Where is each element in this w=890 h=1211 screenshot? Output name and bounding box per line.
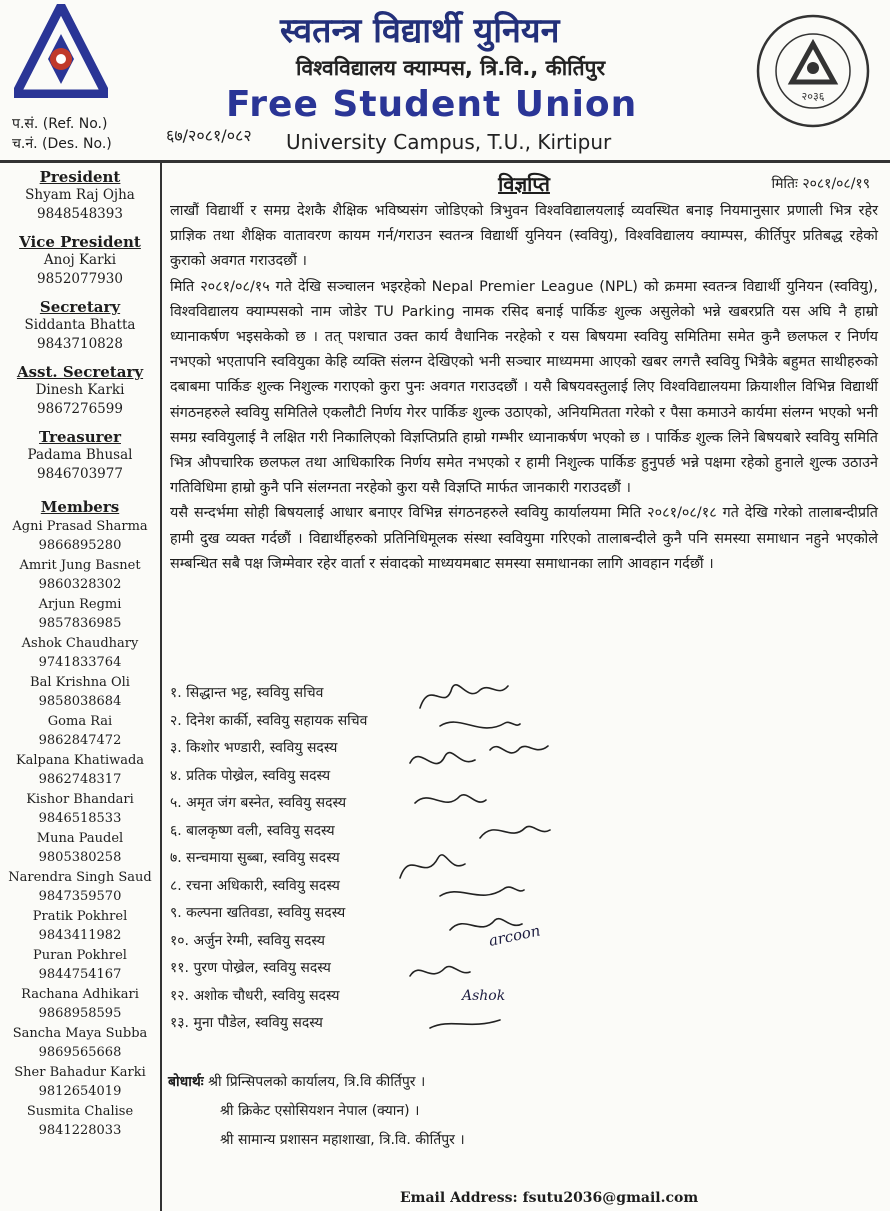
ref-label: प.सं. (Ref. No.) xyxy=(12,116,108,132)
member-phone: 9857836985 xyxy=(38,615,122,631)
ref-number: ६७/२०८१/०८२ xyxy=(166,126,252,145)
official xyxy=(0,233,160,289)
signatory: ११. पुरण पोख्रेल, स्ववियु सदस्य xyxy=(170,960,331,976)
member-phone: 9858038684 xyxy=(38,693,122,709)
sidebar-divider xyxy=(160,162,162,1211)
member-phone: 9812654019 xyxy=(38,1083,122,1099)
member xyxy=(0,596,160,633)
member-name: Pratik Pokhrel xyxy=(32,909,128,924)
union-seal-stamp xyxy=(754,12,872,130)
member xyxy=(0,1103,160,1140)
member-name: Arjun Regmi xyxy=(38,597,122,612)
member-phone: 9805380258 xyxy=(38,849,122,865)
official-name: Dinesh Karki xyxy=(35,382,125,398)
member-phone: 9844754167 xyxy=(38,966,122,982)
cc-line: श्री प्रिन्सिपलको कार्यालय, त्रि.वि कीर्तिपुर । xyxy=(208,1074,426,1090)
signatory: १. सिद्धान्त भट्ट, स्ववियु सचिव xyxy=(170,685,324,701)
member-name: Sher Bahadur Karki xyxy=(14,1065,146,1080)
member xyxy=(0,752,160,789)
letterhead xyxy=(0,0,890,162)
official xyxy=(0,298,160,354)
cc-section xyxy=(168,1068,465,1155)
official-phone: 9848548393 xyxy=(37,206,123,222)
des-label: च.नं. (Des. No.) xyxy=(12,136,112,152)
signature-mark xyxy=(410,753,475,764)
signatory: ९. कल्पना खतिवडा, स्ववियु सदस्य xyxy=(170,905,346,921)
member xyxy=(0,986,160,1023)
cc-line: श्री सामान्य प्रशासन महाशाखा, त्रि.वि. कीर्तिपुर । xyxy=(220,1132,465,1148)
member-name: Ashok Chaudhary xyxy=(21,636,139,651)
signatory: ८. रचना अधिकारी, स्ववियु सदस्य xyxy=(170,877,340,894)
official-phone: 9843710828 xyxy=(37,336,123,352)
member xyxy=(0,1064,160,1101)
official-role: Vice President xyxy=(19,233,141,251)
seal-year: २०३६ xyxy=(801,90,825,103)
signature-mark xyxy=(400,855,465,878)
official-role: President xyxy=(39,168,121,186)
official-role: Asst. Secretary xyxy=(16,363,144,381)
member xyxy=(0,1025,160,1062)
cc-label: बोधार्थः xyxy=(168,1074,204,1090)
member-phone: 9866895280 xyxy=(38,537,122,553)
official-name: Siddanta Bhatta xyxy=(24,317,136,333)
notice-paragraph: यसै सन्दर्भमा सोही बिषयलाई आधार बनाएर विभिन्न संगठनहरुले स्ववियु कार्यालयमा मिति २०८१/०८/१८ गते देखि गरेको तालाबन्दीप्रति हामी दुख व्यक्त गर्दछौं । विद्यार्थीहरुको प्रतिनिधिमूलक संस्था स्ववियुमा गरिएको तालाबन्दीले कुनै पनि समस्या समाधान नहुने भएकोले सम्बन्धित सबै पक्ष जिम्मेवार रहेर वार्ता र संवादको माध्ययमबाट समस्या समाधानका लागि आवहान गर्दछौं । xyxy=(170,505,878,572)
official-name: Anoj Karki xyxy=(43,252,117,268)
subtitle-nepali: विश्वविद्यालय क्याम्पस, त्रि.वि., कीर्तिपुर xyxy=(296,56,606,80)
signature-mark xyxy=(410,966,470,976)
signatory: ७. सन्चमाया सुब्बा, स्ववियु सदस्य xyxy=(170,850,340,866)
member xyxy=(0,908,160,945)
member-phone: 9841228033 xyxy=(38,1122,122,1138)
committee-sidebar xyxy=(0,168,160,1140)
signature-mark xyxy=(430,1020,500,1028)
member-phone: 9860328302 xyxy=(38,576,122,592)
member-name: Narendra Singh Saud xyxy=(8,870,152,885)
member xyxy=(0,791,160,828)
signature-mark xyxy=(420,685,508,708)
header-divider xyxy=(0,160,890,163)
member-phone: 9847359570 xyxy=(38,888,122,904)
member-name: Amrit Jung Basnet xyxy=(19,558,141,573)
official xyxy=(0,363,160,419)
member-name: Rachana Adhikari xyxy=(21,987,139,1002)
signatory: १०. अर्जुन रेग्मी, स्ववियु सदस्य xyxy=(170,932,325,949)
signature-ashok: Ashok xyxy=(462,988,506,1004)
member xyxy=(0,947,160,984)
official xyxy=(0,428,160,484)
official-name: Shyam Raj Ojha xyxy=(25,187,135,203)
member-name: Kalpana Khatiwada xyxy=(15,753,145,768)
footer-email: Email Address: fsutu2036@gmail.com xyxy=(400,1190,699,1206)
notice-paragraph: लाखौं विद्यार्थी र समग्र देशकै शैक्षिक भविष्यसंग जोडिएको त्रिभुवन विश्वविद्यालयलाई व्यवस्थित बनाइ नियमानुसार प्रणाली भित्र रहेर प्राज्ञिक तथा शैक्षिक वातावरण कायम गर्न/गराउन स्वतन्त्र विद्यार्थी युनियन (स्ववियु), विश्वविद्यालय क्याम्पस, कीर्तिपुर प्रतिबद्ध रहेको कुराको अवगत गराउदछौं । xyxy=(170,203,878,270)
member-name: Kishor Bhandari xyxy=(26,792,134,807)
official-name: Padama Bhusal xyxy=(27,447,133,463)
member-name: Bal Krishna Oli xyxy=(30,675,130,690)
campus-english: University Campus, T.U., Kirtipur xyxy=(286,130,612,154)
member-name: Goma Rai xyxy=(47,714,113,729)
notice-paragraph: मिति २०८१/०८/१५ गते देखि सञ्चालन भइरहेको Nepal Premier League (NPL) को क्रममा स्वतन्त्र विद्यार्थी युनियन (स्ववियु), विश्वविद्यालय क्याम्पसको नाम जोडेर TU Parking नामक रसिद बनाई पार्किङ शुल्क असुलेको भन्ने खबरप्रति यस अघि नै हाम्रो ध्यानाकर्षण भइसकेको छ । तत् पशचात उक्त कार्य वैधानिक नरहेको र यस बिषयमा स्ववियु समितिमा समेत कुनै छलफल र निर्णय नभएको भएतापनि स्ववियुका केहि व्यक्ति संलग्न देखिएको भनी सञ्चार माध्यममा आएको खबर लगत्तै स्ववियु भित्रैके बहुमत साथीहरुको दबाबमा पार्किङ शुल्क निशुल्क गराएको कुरा पुनः अवगत गराउदछौं । यसै बिषयवस्तुलाई लिए विश्वविद्यालयमा क्रियाशील विभिन्न विद्यार्थी संगठनहरुले स्ववियु समितिले एकलौटी निर्णय गेरर पार्किङ शुल्क उठाएको, अनियमितता गरेको र पैसा कमाउने कार्यमा संलग्न भएको भनी समग्र स्ववियुलाई नै लक्षित गरी निकालिएको विज्ञप्तिप्रति हाम्रो गम्भीर ध्यानाकर्षण भएको छ । पार्किङ शुल्क लिने बिषयबारे स्ववियु समिति भित्र औपचारिक छलफल तथा आधिकारिक निर्णय समेत नभएको र हामी निशुल्क पार्किङ हुनुपर्छ भन्ने पक्षमा रहेको हुनाले शुल्क उठाउने गतिविधिमा हाम्रो कुनै पनि संलग्नता नरहेको कुरा यसै विज्ञप्ति मार्फत जानकारी गराउदछौं । xyxy=(170,278,878,497)
member-phone: 9869565668 xyxy=(38,1044,122,1060)
official-phone: 9846703977 xyxy=(37,466,123,482)
signatory: १२. अशोक चौधरी, स्ववियु सदस्य xyxy=(170,987,340,1004)
official xyxy=(0,168,160,224)
member xyxy=(0,869,160,906)
member-name: Muna Paudel xyxy=(36,831,124,846)
member-phone: 9741833764 xyxy=(38,654,122,670)
member-phone: 9868958595 xyxy=(38,1005,122,1021)
signature-mark xyxy=(415,795,486,803)
signatory: ३. किशोर भण्डारी, स्ववियु सदस्य xyxy=(170,740,338,756)
member xyxy=(0,713,160,750)
signatory: १३. मुना पौडेल, स्ववियु सदस्य xyxy=(170,1015,323,1031)
official-phone: 9852077930 xyxy=(37,271,123,287)
member-name: Agni Prasad Sharma xyxy=(12,519,148,534)
official-role: Treasurer xyxy=(39,428,121,446)
members-heading: Members xyxy=(40,498,120,516)
title-english: Free Student Union xyxy=(226,84,638,125)
member xyxy=(0,830,160,867)
cc-line: श्री क्रिकेट एसोसियशन नेपाल (क्यान) । xyxy=(220,1103,420,1119)
signatory: ६. बालकृष्ण वली, स्ववियु सदस्य xyxy=(170,822,335,839)
notice-title: विज्ञप्ति xyxy=(498,172,550,196)
member xyxy=(0,557,160,594)
member-phone: 9846518533 xyxy=(38,810,122,826)
member-phone: 9862748317 xyxy=(38,771,122,787)
ref-labels xyxy=(12,114,112,154)
official-phone: 9867276599 xyxy=(37,401,123,417)
member-name: Susmita Chalise xyxy=(26,1104,134,1119)
signatory: ४. प्रतिक पोख्रेल, स्ववियु सदस्य xyxy=(170,767,331,784)
member-phone: 9843411982 xyxy=(38,927,122,943)
member xyxy=(0,674,160,711)
signature-mark xyxy=(490,746,548,753)
signature-mark xyxy=(480,826,550,838)
signature-mark xyxy=(440,722,520,728)
handwritten-signatures xyxy=(390,668,590,1048)
signatory: २. दिनेश कार्की, स्ववियु सहायक सचिव xyxy=(170,712,368,729)
union-logo xyxy=(14,4,108,98)
member-phone: 9862847472 xyxy=(38,732,122,748)
notice-body xyxy=(170,170,878,577)
member-name: Puran Pokhrel xyxy=(33,948,127,963)
signature-mark xyxy=(440,887,524,896)
member xyxy=(0,635,160,672)
notice-date: मितिः २०८१/०८/१९ xyxy=(771,176,870,192)
signatory: ५. अमृत जंग बस्नेत, स्ववियु सदस्य xyxy=(170,795,347,811)
signature-arcoon: arcoon xyxy=(487,921,542,950)
member-name: Sancha Maya Subba xyxy=(12,1026,148,1041)
official-role: Secretary xyxy=(39,298,121,316)
title-nepali: स्वतन्त्र विद्यार्थी युनियन xyxy=(280,11,560,51)
member xyxy=(0,518,160,555)
